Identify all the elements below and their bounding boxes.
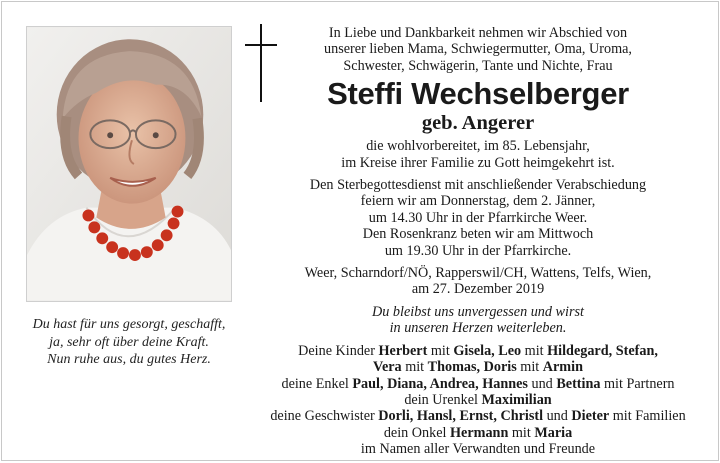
family-line-grandchildren (252, 376, 704, 392)
family-name: Thomas, Doris (427, 359, 517, 376)
service-line: Den Sterbegottesdienst mit anschließender Verabschiedung (309, 177, 647, 194)
family-name: Gisela, Leo (453, 342, 522, 359)
obituary-notice (1, 1, 719, 461)
remembrance-line: in unseren Herzen weiterleben. (389, 320, 567, 337)
family-line-children (252, 343, 704, 359)
family-line-children-2 (252, 359, 704, 375)
portrait-photo-icon (27, 27, 231, 301)
family-text: deine Geschwister (270, 408, 379, 425)
family-name: Armin (542, 359, 583, 376)
death-info-line: die wohlvorbereitet, im 85. Lebensjahr, (366, 138, 590, 155)
family-text: Deine Kinder (298, 342, 379, 359)
family-name: Dieter (571, 408, 610, 425)
family-line-uncle (252, 425, 704, 441)
left-quote (16, 316, 242, 369)
left-quote-line: Nun ruhe aus, du gutes Herz. (47, 352, 211, 367)
family-name: Maria (534, 424, 573, 441)
intro-line: In Liebe und Dankbarkeit nehmen wir Abschied von (328, 25, 628, 41)
family-name: Hermann (450, 424, 509, 441)
family-name: Vera (373, 359, 402, 376)
notice-text (252, 25, 704, 458)
family-name: Hildegard, Stefan, (547, 342, 658, 359)
family-line-closing: im Namen aller Verwandten und Freunde (360, 441, 596, 458)
family-text: mit Partnern (600, 375, 675, 392)
intro-line: unserer lieben Mama, Schwiegermutter, Oma, Uroma, (324, 41, 632, 58)
family-text: und (543, 408, 572, 425)
portrait-photo (26, 26, 232, 302)
death-info-line: im Kreise ihrer Familie zu Gott heimgekehrt ist. (341, 154, 615, 171)
family-text: mit (521, 342, 548, 359)
family-name: Herbert (378, 342, 428, 359)
family-text: deine Enkel (281, 375, 353, 392)
remembrance-line: Du bleibst uns unvergessen und wirst (372, 303, 584, 320)
family-text: mit Familien (609, 408, 686, 425)
intro-line: Schwester, Schwägerin, Tante und Nichte, Frau (343, 57, 613, 74)
service-line: um 14.30 Uhr in der Pfarrkirche Weer. (368, 209, 588, 226)
birth-name: geb. Angerer (421, 112, 535, 135)
family-text: mit (516, 359, 543, 376)
service-line: um 19.30 Uhr in der Pfarrkirche. (384, 242, 572, 259)
family-text: und (527, 375, 557, 392)
family-text: mit (427, 342, 454, 359)
family-line-siblings (252, 408, 704, 424)
family-name: Paul, Diana, Andrea, Hannes (352, 375, 528, 392)
family-text: dein Onkel (383, 424, 451, 441)
left-quote-line: Du hast für uns gesorgt, geschafft, (32, 317, 226, 332)
family-name: Maximilian (481, 391, 552, 408)
family-name: Bettina (556, 375, 601, 392)
service-line: Den Rosenkranz beten wir am Mittwoch (362, 226, 594, 243)
left-quote-line: ja, sehr oft über deine Kraft. (49, 334, 209, 350)
family-text: mit (401, 359, 428, 376)
family-name: Dorli, Hansl, Ernst, Christl (378, 408, 544, 425)
place-date-line: Weer, Scharndorf/NÖ, Rapperswil/CH, Wattens, Telfs, Wien, (304, 265, 652, 282)
service-line: feiern wir am Donnerstag, dem 2. Jänner, (360, 193, 596, 210)
place-date-line: am 27. Dezember 2019 (411, 281, 545, 298)
family-line-great-grandchild (252, 392, 704, 408)
family-text: dein Urenkel (404, 391, 482, 408)
family-text: mit (508, 424, 535, 441)
deceased-name: Steffi Wechselberger (327, 76, 629, 112)
